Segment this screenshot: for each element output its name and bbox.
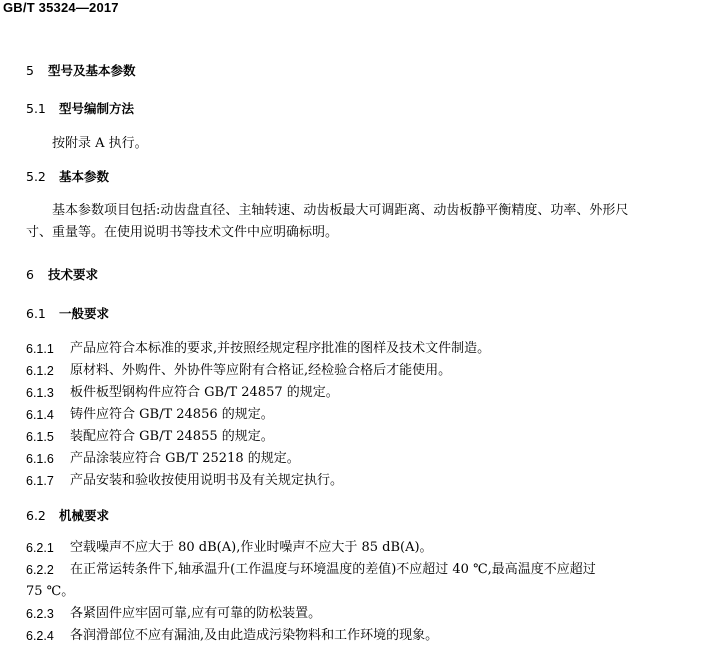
paragraph-text: 寸、重量等。在使用说明书等技术文件中应明确标明。	[26, 225, 339, 240]
clause-number: 6.1.3	[26, 386, 54, 400]
section-number: 6	[26, 267, 34, 282]
clause-text: 在正常运转条件下,轴承温升(工作温度与环境温度的差值)不应超过 40 ℃,最高温度不应超过	[70, 562, 596, 577]
clause-number: 6.1.6	[26, 452, 54, 466]
clause-text: 各润滑部位不应有漏油,及由此造成污染物料和工作环境的现象。	[70, 628, 439, 643]
section-title: 机械要求	[59, 508, 110, 523]
clause-text: 空载噪声不应大于 80 dB(A),作业时噪声不应大于 85 dB(A)。	[70, 540, 433, 555]
clause-text: 产品应符合本标准的要求,并按照经规定程序批准的图样及技术文件制造。	[70, 341, 491, 356]
section-number: 5	[26, 63, 34, 78]
section-title: 型号及基本参数	[48, 63, 136, 78]
clause-text: 产品安装和验收按使用说明书及有关规定执行。	[70, 473, 344, 488]
paragraph-text: 基本参数项目包括:动齿盘直径、主轴转速、动齿板最大可调距离、动齿板静平衡精度、功率、外形尺	[52, 203, 629, 218]
section-title: 基本参数	[59, 169, 110, 184]
clause-number: 6.1.7	[26, 474, 54, 488]
paragraph-text: 按附录 A 执行。	[52, 136, 148, 151]
clause-text: 板件板型钢构件应符合 GB/T 24857 的规定。	[70, 385, 339, 400]
clause-text: 铸件应符合 GB/T 24856 的规定。	[70, 407, 274, 422]
clause-number: 6.1.4	[26, 408, 54, 422]
clause-text: 装配应符合 GB/T 24855 的规定。	[70, 429, 274, 444]
section-title: 型号编制方法	[59, 101, 135, 116]
clause-number: 6.2.1	[26, 541, 54, 555]
clause-number: 6.2.4	[26, 629, 54, 643]
clause-number: 6.2.2	[26, 563, 54, 577]
standard-number-header: GB/T 35324—2017	[3, 0, 119, 15]
clause-text: 原材料、外购件、外协件等应附有合格证,经检验合格后才能使用。	[70, 363, 452, 378]
clause-number: 6.1.1	[26, 342, 54, 356]
section-number: 5.2	[26, 169, 46, 184]
clause-text: 产品涂装应符合 GB/T 25218 的规定。	[70, 451, 300, 466]
clause-text: 各紧固件应牢固可靠,应有可靠的防松装置。	[70, 606, 322, 621]
section-title: 技术要求	[48, 267, 99, 282]
section-number: 6.1	[26, 306, 46, 321]
clause-text: 75 ℃。	[26, 584, 75, 599]
clause-number: 6.1.5	[26, 430, 54, 444]
section-number: 5.1	[26, 101, 46, 116]
section-title: 一般要求	[59, 306, 110, 321]
clause-number: 6.1.2	[26, 364, 54, 378]
section-number: 6.2	[26, 508, 46, 523]
clause-number: 6.2.3	[26, 607, 54, 621]
